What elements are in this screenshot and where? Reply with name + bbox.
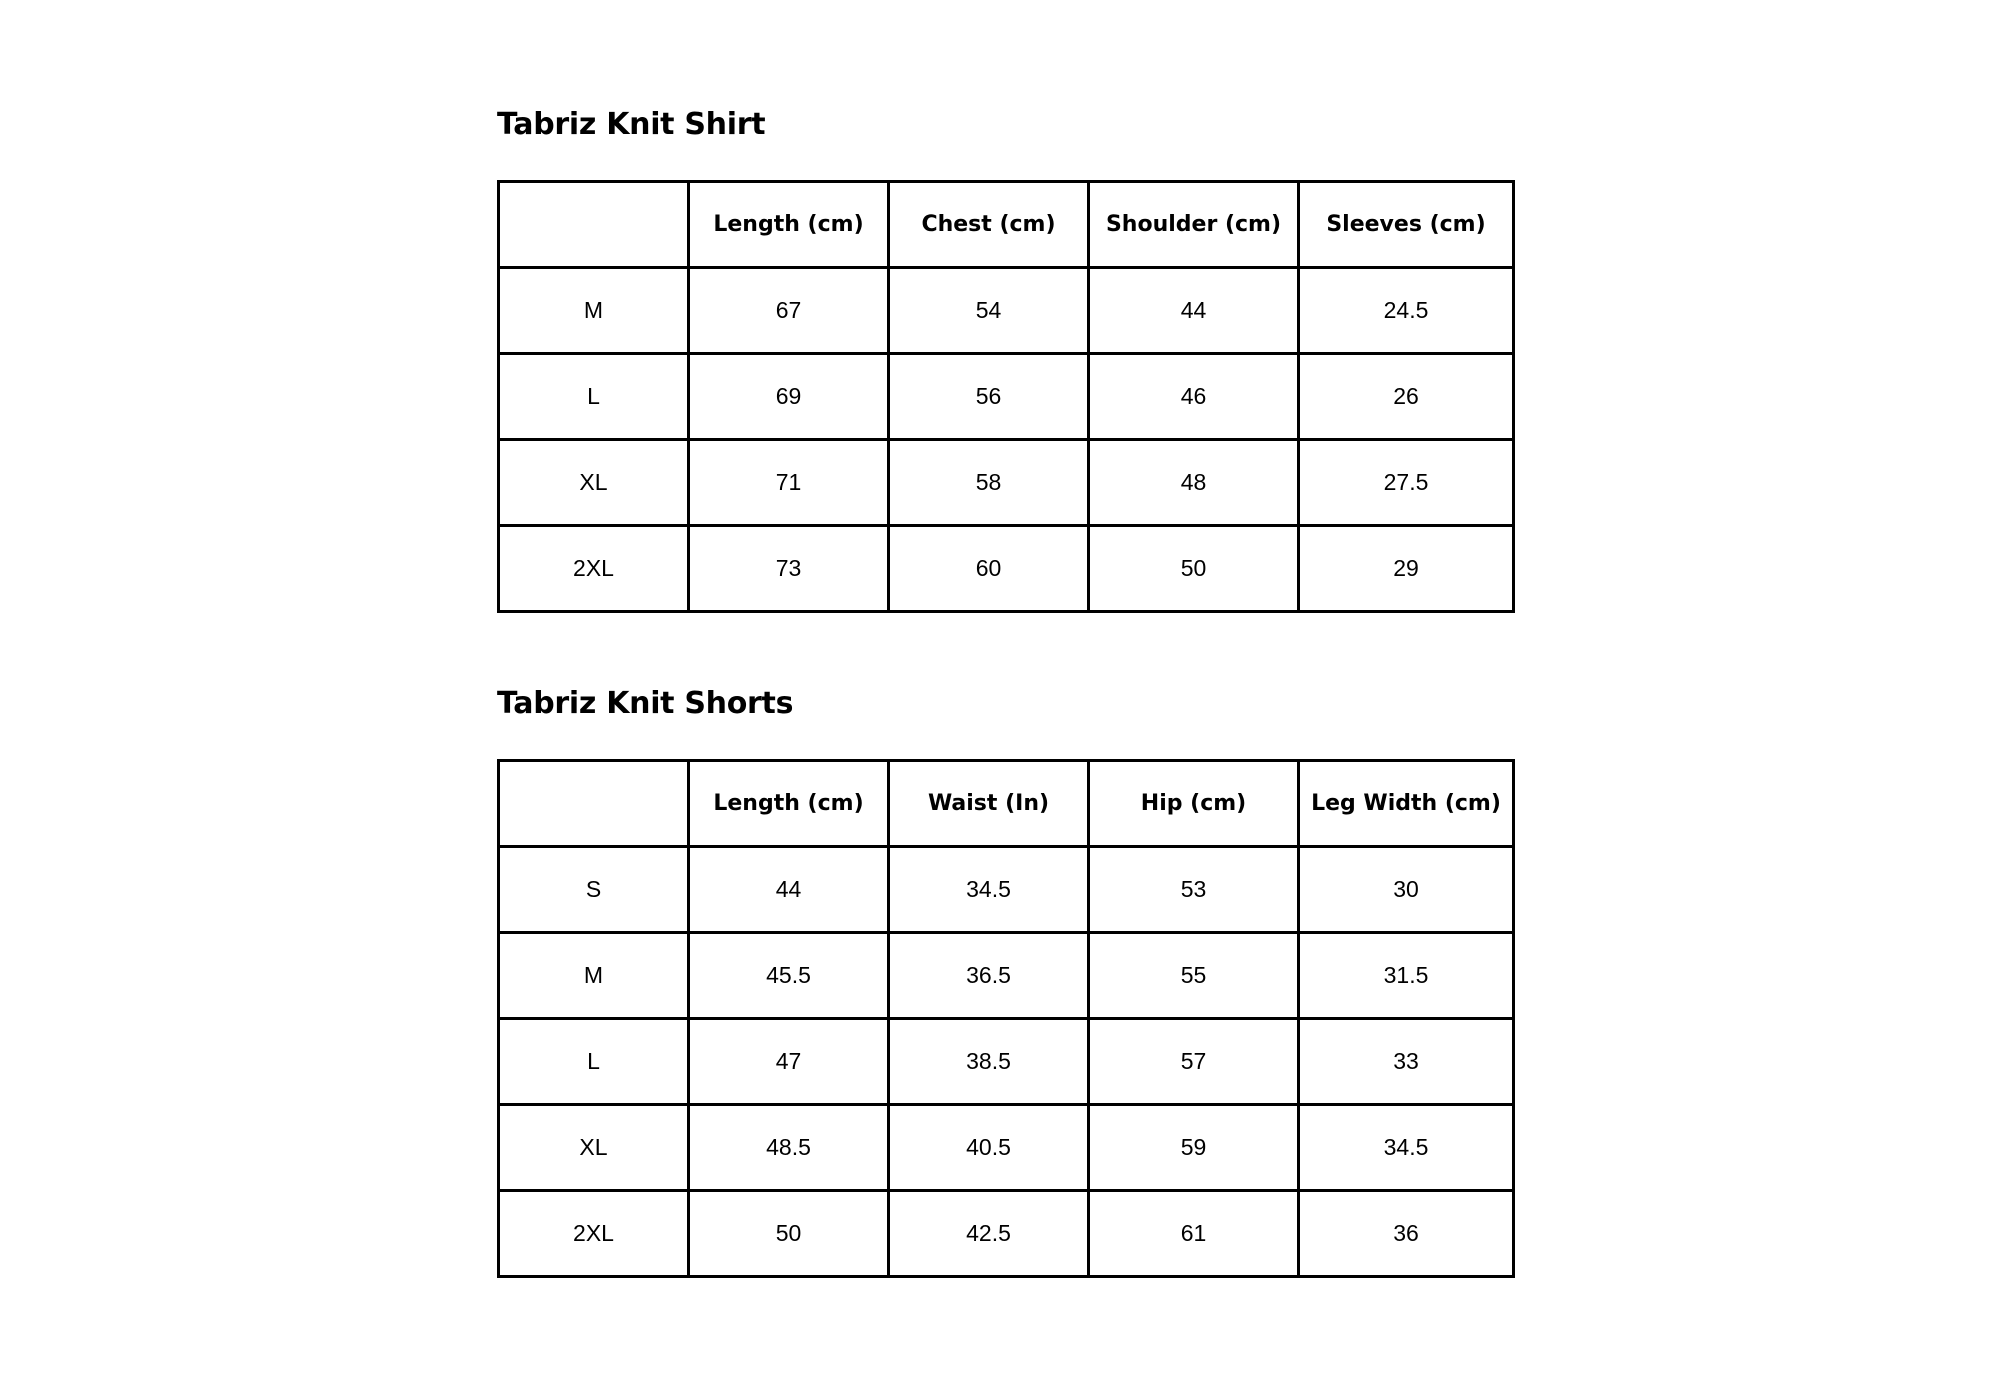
table-cell: 26 bbox=[1299, 354, 1514, 440]
shirt-size-table bbox=[497, 180, 1515, 613]
table-cell: 47 bbox=[689, 1019, 889, 1105]
size-cell: 2XL bbox=[499, 1191, 689, 1277]
sleeves-column-header: Sleeves (cm) bbox=[1299, 182, 1514, 268]
table-cell: 60 bbox=[889, 526, 1089, 612]
table-row bbox=[499, 1191, 1514, 1277]
table-row bbox=[499, 268, 1514, 354]
table-cell: 44 bbox=[689, 847, 889, 933]
table-header-row bbox=[499, 761, 1514, 847]
table-cell: 36 bbox=[1299, 1191, 1514, 1277]
shirt-title: Tabriz Knit Shirt bbox=[497, 107, 766, 142]
table-cell: 50 bbox=[1089, 526, 1299, 612]
size-cell: S bbox=[499, 847, 689, 933]
table-row bbox=[499, 526, 1514, 612]
size-cell: L bbox=[499, 354, 689, 440]
table-row bbox=[499, 354, 1514, 440]
table-cell: 27.5 bbox=[1299, 440, 1514, 526]
table-cell: 36.5 bbox=[889, 933, 1089, 1019]
size-cell: L bbox=[499, 1019, 689, 1105]
table-cell: 56 bbox=[889, 354, 1089, 440]
table-row bbox=[499, 847, 1514, 933]
table-row bbox=[499, 933, 1514, 1019]
hip-column-header: Hip (cm) bbox=[1089, 761, 1299, 847]
table-header-row bbox=[499, 182, 1514, 268]
table-cell: 73 bbox=[689, 526, 889, 612]
table-cell: 31.5 bbox=[1299, 933, 1514, 1019]
size-cell: XL bbox=[499, 440, 689, 526]
shorts-title: Tabriz Knit Shorts bbox=[497, 686, 794, 721]
shorts-size-table bbox=[497, 759, 1515, 1278]
size-cell: XL bbox=[499, 1105, 689, 1191]
table-cell: 55 bbox=[1089, 933, 1299, 1019]
table-cell: 34.5 bbox=[1299, 1105, 1514, 1191]
table-row bbox=[499, 1105, 1514, 1191]
length-column-header: Length (cm) bbox=[689, 182, 889, 268]
table-cell: 61 bbox=[1089, 1191, 1299, 1277]
size-column-header bbox=[499, 182, 689, 268]
table-cell: 69 bbox=[689, 354, 889, 440]
table-cell: 58 bbox=[889, 440, 1089, 526]
table-cell: 33 bbox=[1299, 1019, 1514, 1105]
table-cell: 34.5 bbox=[889, 847, 1089, 933]
table-cell: 50 bbox=[689, 1191, 889, 1277]
table-cell: 59 bbox=[1089, 1105, 1299, 1191]
table-cell: 57 bbox=[1089, 1019, 1299, 1105]
chest-column-header: Chest (cm) bbox=[889, 182, 1089, 268]
table-cell: 54 bbox=[889, 268, 1089, 354]
table-cell: 30 bbox=[1299, 847, 1514, 933]
table-cell: 46 bbox=[1089, 354, 1299, 440]
table-cell: 67 bbox=[689, 268, 889, 354]
table-cell: 53 bbox=[1089, 847, 1299, 933]
size-cell: M bbox=[499, 268, 689, 354]
table-cell: 44 bbox=[1089, 268, 1299, 354]
table-cell: 29 bbox=[1299, 526, 1514, 612]
shorts-size-chart bbox=[497, 683, 1501, 1246]
table-row bbox=[499, 440, 1514, 526]
table-cell: 48 bbox=[1089, 440, 1299, 526]
table-cell: 40.5 bbox=[889, 1105, 1089, 1191]
size-cell: M bbox=[499, 933, 689, 1019]
table-cell: 24.5 bbox=[1299, 268, 1514, 354]
table-cell: 48.5 bbox=[689, 1105, 889, 1191]
table-cell: 71 bbox=[689, 440, 889, 526]
size-column-header bbox=[499, 761, 689, 847]
waist-column-header: Waist (In) bbox=[889, 761, 1089, 847]
table-row bbox=[499, 1019, 1514, 1105]
shoulder-column-header: Shoulder (cm) bbox=[1089, 182, 1299, 268]
table-cell: 45.5 bbox=[689, 933, 889, 1019]
table-cell: 42.5 bbox=[889, 1191, 1089, 1277]
leg-width-column-header: Leg Width (cm) bbox=[1299, 761, 1514, 847]
size-cell: 2XL bbox=[499, 526, 689, 612]
table-cell: 38.5 bbox=[889, 1019, 1089, 1105]
shirt-size-chart bbox=[497, 104, 1486, 581]
length-column-header: Length (cm) bbox=[689, 761, 889, 847]
